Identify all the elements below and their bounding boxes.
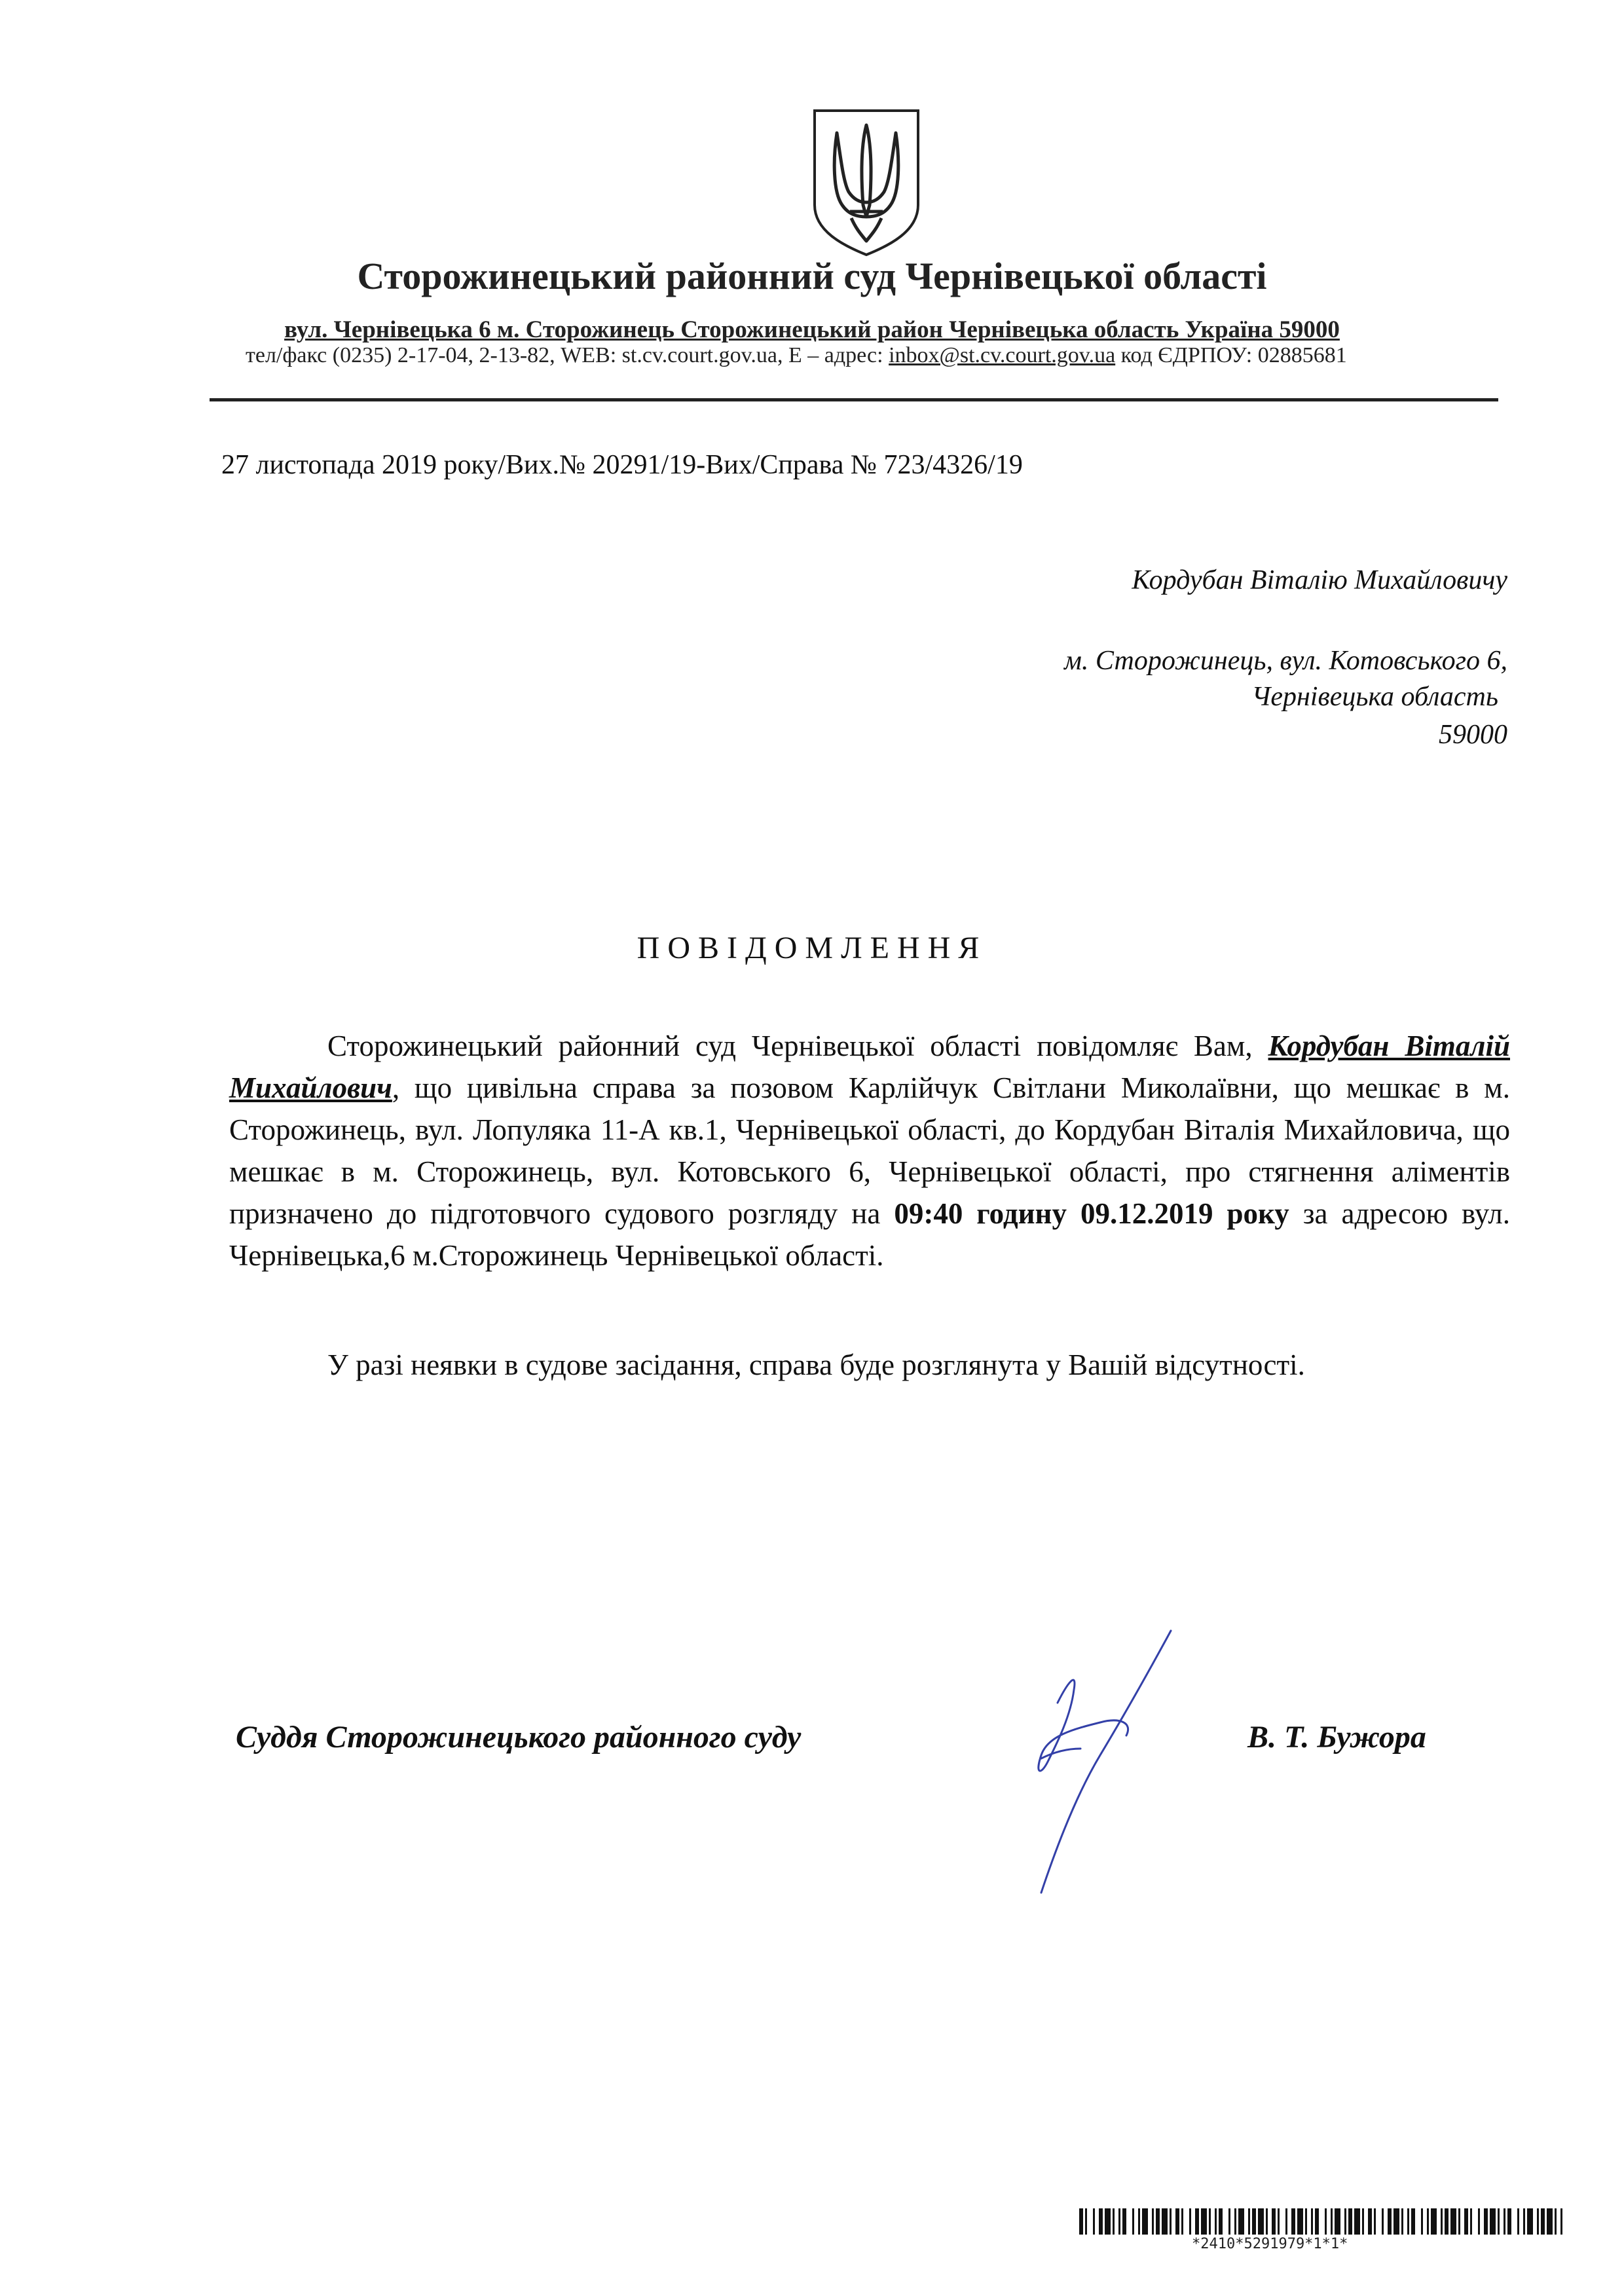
p2-text: У разі неявки в судове засідання, справа буде розглянута у Вашій відсутності. — [327, 1348, 1305, 1381]
court-address — [0, 316, 1624, 344]
p1-middle: , що цивільна справа за позовом Карлійчук Світлани Миколаївни, що мешкає в м. Сторожинець, вул. Лопуляка 11-А кв.1, Чернівецької області, до Кордубан Віталія Михайловича, що мешкає в м. Сторожинець, вул. Котовського 6, Чернівецької області, про стягнення аліментів призначено до підготовчого судового розгляду на — [229, 1071, 1510, 1230]
recipient-postcode: 59000 — [1439, 720, 1507, 750]
contacts-prefix: тел/факс (0235) 2-17-04, 2-13-82, WEB: st.cv.court.gov.ua, Е – адрес: — [246, 343, 889, 367]
signer-name: В. Т. Бужора — [1247, 1720, 1426, 1755]
defendant-name: Кордубан Віталій Михайлович — [229, 1030, 1510, 1104]
header-divider — [210, 398, 1498, 401]
notice-paragraph-1 — [229, 1025, 1510, 1276]
court-name: Сторожинецький районний суд Чернівецької області — [357, 255, 1267, 297]
recipient-address-line1: м. Сторожинець, вул. Котовського 6, — [1064, 646, 1507, 676]
p1-start: Сторожинецький районний суд Чернівецької області повідомляє Вам, — [327, 1030, 1268, 1062]
contacts-suffix: код ЄДРПОУ: 02885681 — [1115, 343, 1347, 367]
barcode-text: *2410*5291979*1*1* — [1192, 2236, 1348, 2252]
notice-title: ПОВІДОМЛЕННЯ — [637, 931, 987, 965]
recipient-name: Кордубан Віталію Михайловичу — [1132, 565, 1507, 595]
barcode-icon — [1079, 2208, 1562, 2235]
court-contacts — [246, 343, 1347, 368]
outgoing-number: 27 листопада 2019 року/Вих.№ 20291/19-Вих/Справа № 723/4326/19 — [221, 450, 1023, 480]
handwritten-signature-icon — [995, 1624, 1270, 1899]
court-address-text: вул. Чернівецька 6 м. Сторожинець Сторожинецький район Чернівецька область Україна 59000 — [284, 316, 1340, 343]
notice-paragraph-2 — [229, 1344, 1510, 1386]
court-email-link[interactable]: inbox@st.cv.court.gov.ua — [889, 343, 1116, 367]
ukraine-coat-of-arms-icon — [811, 107, 922, 259]
p1-end: за адресою вул. Чернівецька,6 м.Сторожинець Чернівецької області. — [229, 1197, 1510, 1272]
signer-title: Суддя Сторожинецького районного суду — [236, 1720, 802, 1755]
hearing-datetime: 09:40 годину 09.12.2019 року — [894, 1197, 1289, 1230]
recipient-address-line2: Чернівецька область — [1251, 682, 1498, 712]
